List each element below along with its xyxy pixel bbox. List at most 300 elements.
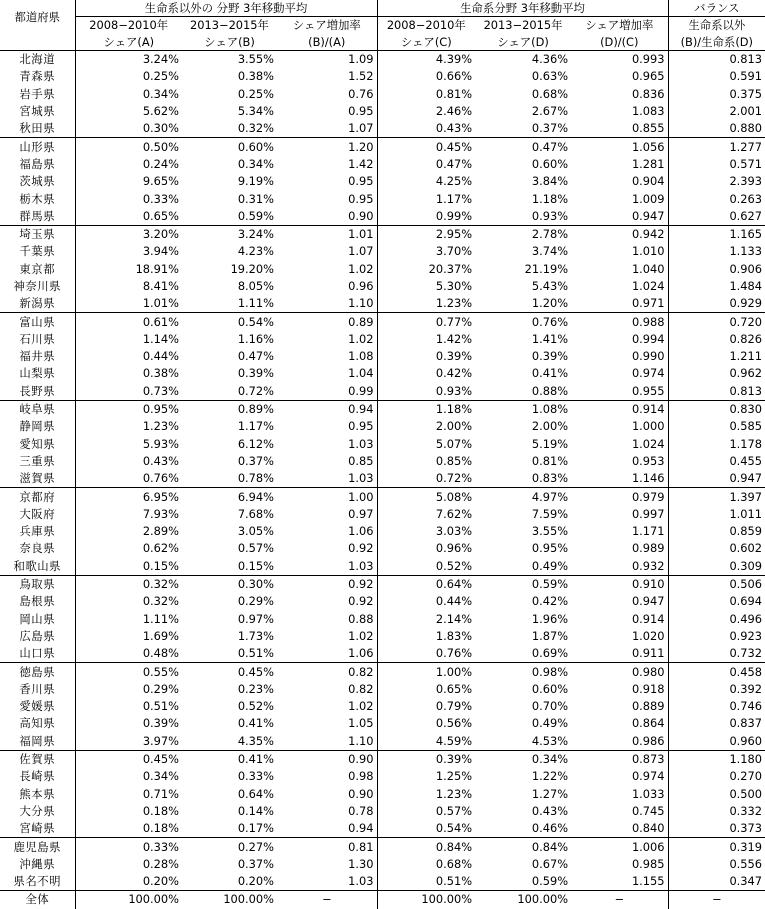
total-share-c: 100.00% bbox=[377, 891, 475, 909]
balance: 0.830 bbox=[668, 400, 765, 418]
ratio-dc: 1.155 bbox=[631, 874, 665, 889]
balance: 0.319 bbox=[668, 838, 765, 856]
share-a: 0.62% bbox=[75, 540, 182, 557]
total-balance: − bbox=[668, 891, 765, 909]
table-row bbox=[0, 418, 765, 435]
table-row bbox=[0, 120, 765, 138]
share-b: 0.37% bbox=[237, 856, 274, 871]
ratio-ba: 0.99 bbox=[348, 383, 374, 398]
balance: 1.165 bbox=[668, 225, 765, 243]
ratio-ba: 0.90 bbox=[277, 750, 377, 768]
balance: 1.133 bbox=[668, 243, 765, 260]
header-col-ba-line1: シェア増加率 bbox=[292, 18, 361, 33]
share-b: 0.89% bbox=[182, 400, 277, 418]
balance: 1.178 bbox=[668, 436, 765, 453]
share-c: 2.46% bbox=[377, 103, 475, 120]
share-c: 0.65% bbox=[377, 681, 475, 698]
share-d: 0.34% bbox=[475, 750, 571, 768]
table-row bbox=[0, 365, 765, 382]
ratio-ba: 0.94 bbox=[277, 400, 377, 418]
header-col-dc-line1: シェア増加率 bbox=[585, 18, 654, 33]
share-b: 0.72% bbox=[237, 383, 274, 398]
ratio-dc: 1.040 bbox=[631, 261, 665, 276]
share-d: 1.27% bbox=[531, 786, 569, 801]
share-a: 1.69% bbox=[75, 628, 182, 645]
share-b: 0.45% bbox=[182, 663, 277, 681]
share-d: 21.19% bbox=[524, 261, 569, 276]
share-c: 7.62% bbox=[377, 506, 475, 523]
ratio-ba: 1.30 bbox=[348, 856, 374, 871]
prefecture-name: 石川県 bbox=[19, 331, 56, 346]
prefecture-name: 鹿児島県 bbox=[0, 838, 75, 856]
share-d: 1.20% bbox=[531, 296, 569, 311]
table-row bbox=[0, 156, 765, 173]
ratio-ba: 0.78 bbox=[348, 803, 374, 818]
prefecture-name: 山梨県 bbox=[19, 366, 56, 381]
share-d: 0.60% bbox=[531, 681, 569, 696]
share-a: 0.32% bbox=[75, 575, 182, 593]
prefecture-name: 静岡県 bbox=[19, 419, 56, 434]
balance: 0.309 bbox=[668, 558, 765, 576]
balance: 1.277 bbox=[668, 138, 765, 156]
prefecture-name: 滋賀県 bbox=[19, 471, 56, 486]
share-b: 0.23% bbox=[237, 681, 274, 696]
prefecture-name: 兵庫県 bbox=[19, 524, 56, 539]
prefecture-name: 茨城県 bbox=[19, 174, 56, 189]
balance: 1.211 bbox=[668, 348, 765, 365]
table-row bbox=[0, 51, 765, 69]
share-a: 6.95% bbox=[75, 488, 182, 506]
ratio-ba: 0.96 bbox=[348, 279, 374, 293]
share-d: 0.60% bbox=[531, 156, 569, 171]
ratio-ba: 1.06 bbox=[348, 524, 374, 539]
header-prefecture-spacer bbox=[0, 34, 75, 51]
prefecture-name: 群馬県 bbox=[19, 208, 56, 223]
balance: 0.332 bbox=[668, 803, 765, 820]
ratio-dc: 0.974 bbox=[631, 366, 665, 381]
share-d: 0.70% bbox=[531, 699, 569, 714]
prefecture-name: 愛知県 bbox=[19, 436, 56, 451]
share-c: 0.68% bbox=[377, 856, 475, 873]
ratio-ba: 1.03 bbox=[348, 436, 374, 451]
ratio-ba: 0.95 bbox=[348, 419, 374, 434]
ratio-dc: 1.000 bbox=[631, 419, 665, 434]
share-a: 0.33% bbox=[75, 838, 182, 856]
share-a: 7.93% bbox=[75, 506, 182, 523]
ratio-ba: 1.02 bbox=[348, 628, 374, 643]
share-a: 18.91% bbox=[75, 261, 182, 278]
balance: 0.826 bbox=[668, 331, 765, 348]
share-a: 0.50% bbox=[75, 138, 182, 156]
ratio-dc: 0.911 bbox=[631, 646, 665, 661]
balance: 0.591 bbox=[668, 68, 765, 85]
share-d: 0.47% bbox=[475, 138, 571, 156]
table-row bbox=[0, 558, 765, 576]
ratio-dc: 1.006 bbox=[571, 838, 668, 856]
prefecture-name: 香川県 bbox=[19, 681, 56, 696]
ratio-dc: 0.947 bbox=[631, 594, 665, 609]
share-d: 0.49% bbox=[531, 558, 569, 573]
share-d: 0.39% bbox=[531, 349, 569, 364]
balance: 1.180 bbox=[668, 750, 765, 768]
total-ratio-dc: − bbox=[571, 891, 668, 909]
share-d: 0.69% bbox=[531, 646, 569, 661]
table-row bbox=[0, 331, 765, 348]
ratio-dc: 0.965 bbox=[631, 69, 665, 84]
table-body bbox=[0, 51, 765, 891]
share-b: 3.55% bbox=[237, 52, 274, 67]
share-c: 0.51% bbox=[377, 873, 475, 891]
ratio-dc: 0.986 bbox=[631, 733, 665, 748]
share-c: 4.25% bbox=[377, 173, 475, 190]
share-a: 0.61% bbox=[75, 313, 182, 331]
prefecture-name: 大分県 bbox=[19, 803, 56, 818]
balance: 1.011 bbox=[668, 506, 765, 523]
table-row bbox=[0, 278, 765, 295]
share-c: 3.03% bbox=[377, 523, 475, 540]
share-c: 1.00% bbox=[377, 663, 475, 681]
share-c: 0.79% bbox=[377, 698, 475, 715]
share-a: 3.20% bbox=[75, 225, 182, 243]
share-b: 1.73% bbox=[237, 628, 274, 643]
header-col-bal-line1: 生命系以外 bbox=[668, 17, 765, 34]
table-row bbox=[0, 873, 765, 891]
ratio-ba: 0.82 bbox=[348, 681, 374, 696]
prefecture-name: 愛媛県 bbox=[19, 699, 56, 714]
table-row bbox=[0, 190, 765, 207]
header-col-d-line2: シェア(D) bbox=[475, 34, 571, 51]
share-a: 0.38% bbox=[75, 365, 182, 382]
prefecture-name: 長野県 bbox=[19, 383, 56, 398]
balance: 0.720 bbox=[668, 313, 765, 331]
table-row bbox=[0, 681, 765, 698]
ratio-dc: 0.985 bbox=[631, 856, 665, 871]
share-d: 0.81% bbox=[531, 453, 569, 468]
ratio-ba: 1.01 bbox=[277, 225, 377, 243]
share-b: 0.17% bbox=[237, 821, 274, 836]
share-b: 0.51% bbox=[237, 646, 274, 661]
share-a: 0.34% bbox=[75, 768, 182, 785]
header-col-a-line2: シェア(A) bbox=[75, 34, 182, 51]
ratio-dc: 0.979 bbox=[571, 488, 668, 506]
share-c: 0.84% bbox=[377, 838, 475, 856]
balance: 0.923 bbox=[668, 628, 765, 645]
share-b: 6.94% bbox=[182, 488, 277, 506]
ratio-ba: 1.05 bbox=[348, 716, 374, 731]
share-b: 3.05% bbox=[237, 524, 274, 539]
ratio-ba: 0.81 bbox=[277, 838, 377, 856]
balance: 0.347 bbox=[668, 873, 765, 891]
prefecture-name: 青森県 bbox=[19, 69, 56, 84]
balance: 0.263 bbox=[668, 190, 765, 207]
ratio-ba: 0.82 bbox=[277, 663, 377, 681]
share-b: 4.23% bbox=[237, 244, 274, 259]
balance: 0.859 bbox=[668, 523, 765, 540]
table-row bbox=[0, 295, 765, 313]
share-b: 0.30% bbox=[182, 575, 277, 593]
ratio-dc: 0.980 bbox=[571, 663, 668, 681]
share-a: 0.48% bbox=[75, 645, 182, 663]
table-row bbox=[0, 663, 765, 681]
balance: 0.627 bbox=[668, 208, 765, 226]
share-d: 3.74% bbox=[531, 244, 569, 259]
share-d: 1.18% bbox=[531, 191, 569, 206]
share-d: 1.87% bbox=[531, 628, 569, 643]
table-row bbox=[0, 645, 765, 663]
balance: 0.929 bbox=[668, 295, 765, 313]
ratio-ba: 0.90 bbox=[348, 786, 374, 801]
share-c: 0.99% bbox=[377, 208, 475, 226]
header-life-group: 生命系分野 3年移動平均 bbox=[377, 0, 668, 17]
ratio-dc: 0.971 bbox=[631, 296, 665, 311]
share-b: 0.54% bbox=[182, 313, 277, 331]
prefecture-name: 埼玉県 bbox=[0, 225, 75, 243]
share-b: 0.60% bbox=[182, 138, 277, 156]
balance: 0.496 bbox=[668, 611, 765, 628]
share-c: 0.93% bbox=[377, 383, 475, 401]
share-b: 0.29% bbox=[237, 594, 274, 609]
balance: 0.813 bbox=[668, 51, 765, 69]
table-row bbox=[0, 733, 765, 751]
share-b: 0.64% bbox=[237, 786, 274, 801]
table-row bbox=[0, 750, 765, 768]
ratio-dc: 1.009 bbox=[631, 191, 665, 206]
prefecture-name: 奈良県 bbox=[19, 541, 56, 556]
share-a: 8.41% bbox=[75, 278, 182, 295]
ratio-ba: 1.06 bbox=[348, 646, 374, 661]
table-row bbox=[0, 243, 765, 260]
share-b: 19.20% bbox=[230, 261, 274, 276]
share-b: 0.34% bbox=[237, 156, 274, 171]
ratio-ba: 0.76 bbox=[348, 86, 374, 101]
table-row bbox=[0, 261, 765, 278]
share-c: 0.96% bbox=[377, 540, 475, 557]
share-c: 1.83% bbox=[377, 628, 475, 645]
prefecture-name: 大阪府 bbox=[19, 506, 56, 521]
header-col-ba-line2: (B)/(A) bbox=[277, 34, 377, 51]
ratio-dc: 0.745 bbox=[631, 803, 665, 818]
share-a: 0.18% bbox=[75, 803, 182, 820]
share-d: 0.83% bbox=[531, 471, 569, 486]
prefecture-name: 徳島県 bbox=[0, 663, 75, 681]
ratio-ba: 0.95 bbox=[348, 191, 374, 206]
table-row bbox=[0, 313, 765, 331]
share-c: 4.39% bbox=[377, 51, 475, 69]
ratio-ba: 1.42 bbox=[348, 156, 374, 171]
ratio-dc: 0.993 bbox=[631, 52, 665, 67]
prefecture-name: 島根県 bbox=[19, 594, 56, 609]
prefecture-name: 富山県 bbox=[0, 313, 75, 331]
prefecture-name: 岡山県 bbox=[19, 611, 56, 626]
balance: 0.556 bbox=[668, 856, 765, 873]
table-row bbox=[0, 698, 765, 715]
ratio-ba: 0.90 bbox=[348, 208, 374, 223]
total-share-d: 100.00% bbox=[475, 891, 571, 909]
table-row bbox=[0, 348, 765, 365]
header-balance-group: バランス bbox=[668, 0, 765, 17]
total-share-b: 100.00% bbox=[182, 891, 277, 909]
ratio-dc: 0.990 bbox=[631, 349, 665, 364]
total-label: 全体 bbox=[0, 891, 75, 909]
share-d: 0.42% bbox=[531, 594, 569, 609]
prefecture-name: 京都府 bbox=[0, 488, 75, 506]
balance: 0.732 bbox=[668, 645, 765, 663]
share-c: 5.30% bbox=[377, 278, 475, 295]
header-col-bal-line2: (B)/生命系(D) bbox=[668, 34, 765, 51]
table-row bbox=[0, 453, 765, 470]
ratio-ba: 0.94 bbox=[348, 821, 374, 836]
share-d: 0.59% bbox=[531, 874, 569, 889]
share-a: 0.43% bbox=[75, 453, 182, 470]
header-col-a-line1: 2008−2010年 bbox=[75, 17, 182, 34]
share-b: 0.38% bbox=[237, 69, 274, 84]
prefecture-name: 神奈川県 bbox=[13, 279, 62, 293]
balance: 1.397 bbox=[668, 488, 765, 506]
balance: 1.484 bbox=[668, 278, 765, 295]
table-row bbox=[0, 488, 765, 506]
ratio-ba: 0.92 bbox=[348, 541, 374, 556]
share-d: 0.43% bbox=[531, 803, 569, 818]
share-d: 7.59% bbox=[531, 506, 569, 521]
ratio-ba: 1.02 bbox=[348, 331, 374, 346]
share-d: 0.98% bbox=[475, 663, 571, 681]
share-b: 0.20% bbox=[237, 874, 274, 889]
ratio-dc: 0.932 bbox=[631, 558, 665, 573]
share-b: 0.27% bbox=[182, 838, 277, 856]
share-c: 4.59% bbox=[377, 733, 475, 751]
share-b: 0.47% bbox=[237, 349, 274, 364]
ratio-dc: 0.947 bbox=[631, 208, 665, 223]
table-row bbox=[0, 470, 765, 488]
ratio-dc: 1.020 bbox=[631, 628, 665, 643]
share-c: 0.76% bbox=[377, 645, 475, 663]
balance: 0.455 bbox=[668, 453, 765, 470]
balance: 0.837 bbox=[668, 715, 765, 732]
share-a: 0.45% bbox=[75, 750, 182, 768]
prefecture-name: 岩手県 bbox=[19, 86, 56, 101]
share-c: 1.17% bbox=[377, 190, 475, 207]
ratio-dc: 1.281 bbox=[631, 156, 665, 171]
balance: 0.813 bbox=[668, 383, 765, 401]
prefecture-name: 岐阜県 bbox=[0, 400, 75, 418]
balance: 0.506 bbox=[668, 575, 765, 593]
ratio-dc: 0.953 bbox=[631, 453, 665, 468]
ratio-dc: 0.942 bbox=[571, 225, 668, 243]
ratio-ba: 0.88 bbox=[348, 611, 374, 626]
share-b: 8.05% bbox=[237, 279, 274, 293]
table-row bbox=[0, 103, 765, 120]
prefecture-name: 福島県 bbox=[19, 156, 56, 171]
prefecture-name: 山口県 bbox=[19, 646, 56, 661]
prefecture-name: 北海道 bbox=[19, 52, 56, 67]
share-a: 0.29% bbox=[75, 681, 182, 698]
share-d: 0.95% bbox=[531, 541, 569, 556]
share-c: 0.77% bbox=[377, 313, 475, 331]
share-b: 4.35% bbox=[237, 733, 274, 748]
share-b: 0.41% bbox=[182, 750, 277, 768]
share-a: 0.24% bbox=[75, 156, 182, 173]
share-d: 4.97% bbox=[475, 488, 571, 506]
table-row bbox=[0, 138, 765, 156]
share-c: 0.64% bbox=[377, 575, 475, 593]
header-col-c-line2: シェア(C) bbox=[377, 34, 475, 51]
prefecture-name: 東京都 bbox=[19, 261, 56, 276]
balance: 0.585 bbox=[668, 418, 765, 435]
balance: 0.960 bbox=[668, 733, 765, 751]
table-row bbox=[0, 820, 765, 838]
share-c: 0.54% bbox=[377, 820, 475, 838]
share-c: 1.18% bbox=[377, 400, 475, 418]
share-d: 4.36% bbox=[531, 52, 569, 67]
share-a: 0.34% bbox=[75, 86, 182, 103]
share-b: 1.17% bbox=[237, 419, 274, 434]
share-d: 0.59% bbox=[475, 575, 571, 593]
share-a: 0.95% bbox=[75, 400, 182, 418]
ratio-ba: 1.10 bbox=[348, 296, 374, 311]
ratio-dc: 1.033 bbox=[631, 786, 665, 801]
share-d: 1.41% bbox=[531, 331, 569, 346]
share-c: 0.81% bbox=[377, 86, 475, 103]
share-d: 3.84% bbox=[531, 174, 569, 189]
table-row bbox=[0, 506, 765, 523]
table-row bbox=[0, 225, 765, 243]
table-row bbox=[0, 803, 765, 820]
ratio-ba: 0.95 bbox=[348, 174, 374, 189]
share-b: 0.39% bbox=[237, 366, 274, 381]
ratio-dc: 0.836 bbox=[631, 86, 665, 101]
ratio-ba: 0.92 bbox=[348, 594, 374, 609]
share-a: 2.89% bbox=[75, 523, 182, 540]
share-b: 7.68% bbox=[237, 506, 274, 521]
ratio-ba: 1.10 bbox=[348, 733, 374, 748]
header-non-life-group: 生命系以外の 分野 3年移動平均 bbox=[75, 0, 377, 17]
share-c: 2.00% bbox=[377, 418, 475, 435]
prefecture-name: 県名不明 bbox=[13, 874, 62, 889]
share-a: 1.11% bbox=[75, 611, 182, 628]
ratio-dc: 0.914 bbox=[631, 611, 665, 626]
share-c: 5.08% bbox=[377, 488, 475, 506]
share-a: 3.97% bbox=[75, 733, 182, 751]
table-row bbox=[0, 715, 765, 732]
table-row bbox=[0, 838, 765, 856]
prefecture-name: 三重県 bbox=[19, 453, 56, 468]
table-row bbox=[0, 785, 765, 802]
share-a: 0.18% bbox=[75, 820, 182, 838]
prefecture-name: 秋田県 bbox=[19, 121, 56, 136]
share-c: 0.43% bbox=[377, 120, 475, 138]
share-a: 0.28% bbox=[75, 856, 182, 873]
share-c: 0.57% bbox=[377, 803, 475, 820]
ratio-dc: 0.910 bbox=[571, 575, 668, 593]
ratio-ba: 1.03 bbox=[348, 874, 374, 889]
total-share-a: 100.00% bbox=[75, 891, 182, 909]
prefecture-name: 熊本県 bbox=[19, 786, 56, 801]
share-b: 0.33% bbox=[237, 769, 274, 784]
header-col-b-line2: シェア(B) bbox=[182, 34, 277, 51]
share-d: 4.53% bbox=[531, 733, 569, 748]
share-a: 0.15% bbox=[75, 558, 182, 576]
balance: 0.392 bbox=[668, 681, 765, 698]
table-row bbox=[0, 68, 765, 85]
table-row bbox=[0, 593, 765, 610]
share-d: 0.84% bbox=[475, 838, 571, 856]
ratio-dc: 0.997 bbox=[631, 506, 665, 521]
share-c: 3.70% bbox=[377, 243, 475, 260]
share-d: 5.19% bbox=[531, 436, 569, 451]
prefecture-name: 佐賀県 bbox=[0, 750, 75, 768]
prefecture-name: 福井県 bbox=[19, 349, 56, 364]
table-row bbox=[0, 628, 765, 645]
